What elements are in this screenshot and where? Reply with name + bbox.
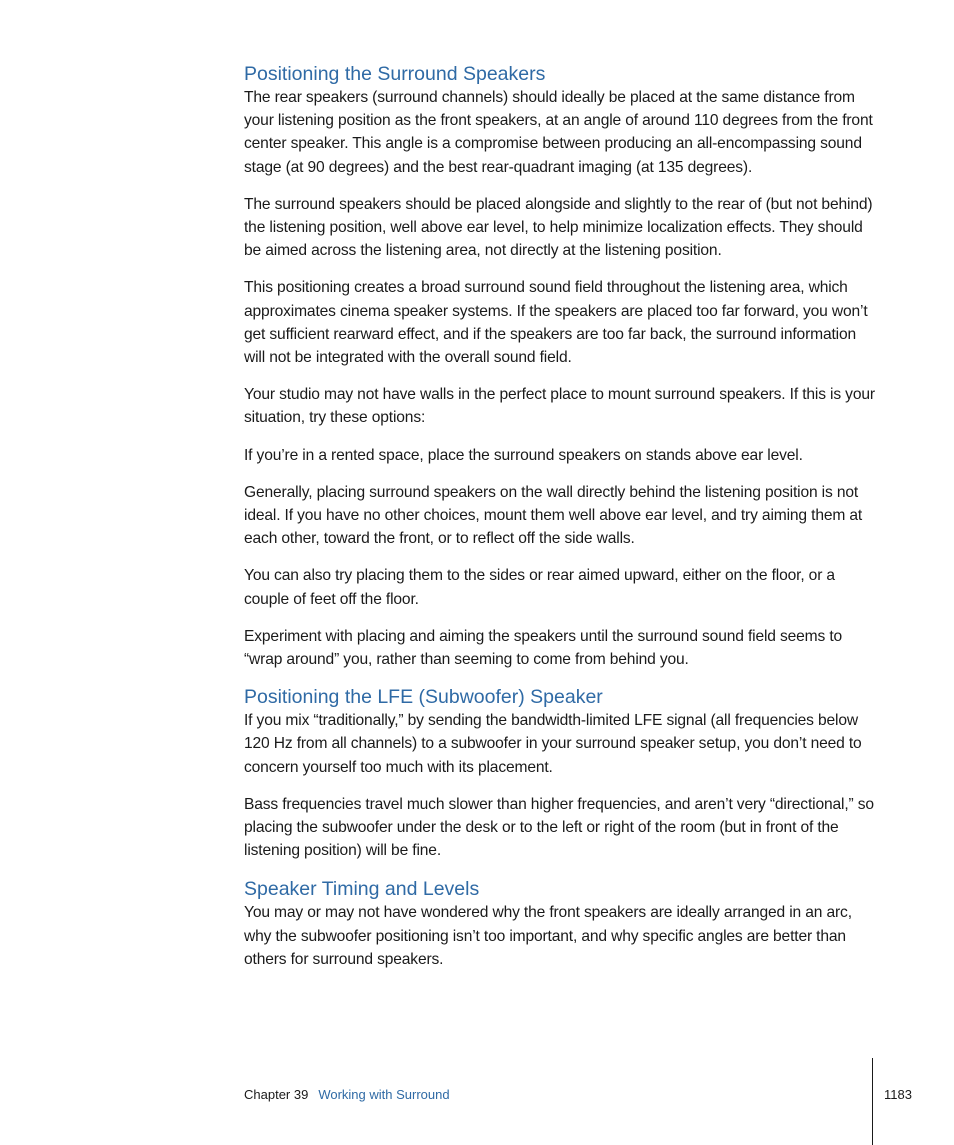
paragraph: If you’re in a rented space, place the surround speakers on stands above ear level. [244,446,803,464]
footer-divider [872,1058,873,1145]
section-speaker-timing-levels [244,877,876,971]
section-heading: Positioning the Surround Speakers [244,63,546,85]
section-heading: Positioning the LFE (Subwoofer) Speaker [244,686,603,709]
paragraph: The rear speakers (surround channels) should ideally be placed at the same distance from your listening position as the front speakers, at an angle of around 110 degrees from the front center speaker. This angle is a compromise between producing an all-encompassing sound stage (at 90 degrees) and the best rear-quadrant imaging (at 135 degrees). [244,89,873,176]
paragraph: You may or may not have wondered why the front speakers are ideally arranged in an arc, why the subwoofer positioning isn’t too important, and why specific angles are better than others for surround speakers. [244,904,852,968]
paragraph: The surround speakers should be placed alongside and slightly to the rear of (but not behind) the listening position, well above ear level, to help minimize localization effects. They should be aimed across the listening area, not directly at the listening position. [244,195,873,260]
paragraph: Bass frequencies travel much slower than higher frequencies, and aren’t very “directional,” so placing the subwoofer under the desk or to the left or right of the room (but in front of the listening position) will be fine. [244,795,874,860]
paragraph: You can also try placing them to the sides or rear aimed upward, either on the floor, or a couple of feet off the floor. [244,567,835,608]
footer-chapter: Chapter 39 [244,1087,309,1102]
paragraph: Experiment with placing and aiming the speakers until the surround sound field seems to “wrap around” you, rather than seeming to come from behind you. [244,627,843,669]
page-footer [244,1086,450,1104]
paragraph: If you mix “traditionally,” by sending the bandwidth-limited LFE signal (all frequencies below 120 Hz from all channels) to a subwoofer in your surround speaker setup, you don’t need to concern yourself too much with its placement. [244,712,862,776]
page-number: 1183 [884,1087,912,1102]
paragraph: This positioning creates a broad surround sound field throughout the listening area, which approximates cinema speaker systems. If the speakers are placed too far forward, you won’t get sufficient rearward effect, and if the speakers are too far back, the surround information will not be integrated with the overall sound field. [244,279,868,367]
section-positioning-surround-speakers [244,62,876,671]
page-content [244,62,876,985]
paragraph: Generally, placing surround speakers on the wall directly behind the listening position is not ideal. If you have no other choices, mount them well above ear level, and try aiming them at each other, toward the front, or to reflect off the side walls. [244,483,863,548]
paragraph: Your studio may not have walls in the perfect place to mount surround speakers. If this is your situation, try these options: [244,386,875,427]
section-heading: Speaker Timing and Levels [244,878,480,901]
section-positioning-lfe-speaker [244,685,876,862]
footer-chapter-title: Working with Surround [318,1087,450,1102]
